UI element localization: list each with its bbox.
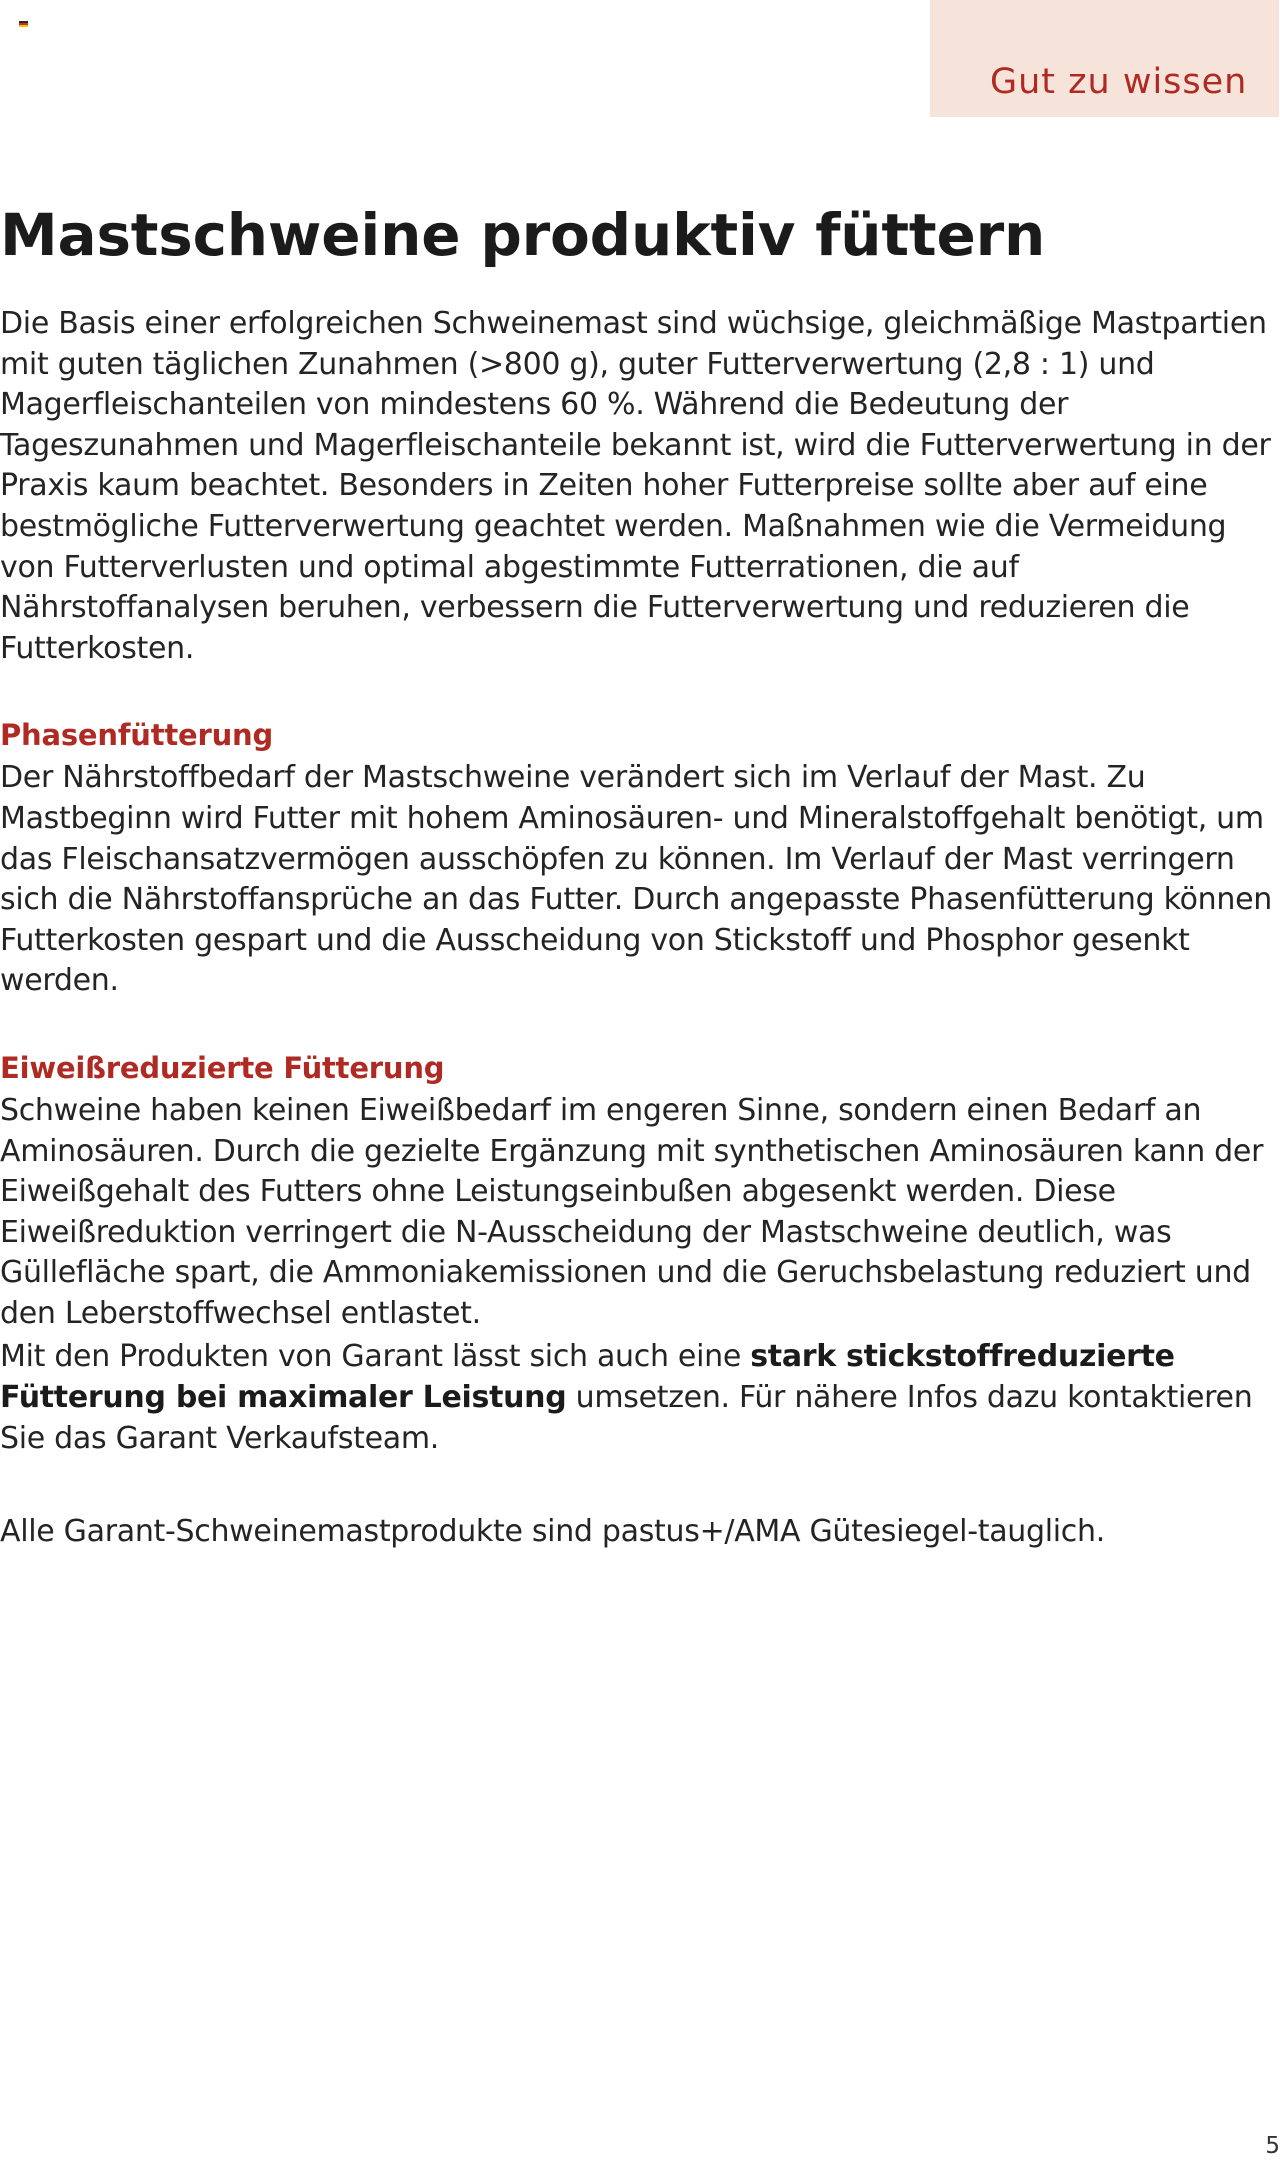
section-heading-phasenfuetterung: Phasenfütterung [0, 718, 274, 753]
article [0, 195, 1278, 1553]
closing-paragraph: Alle Garant-Schweinemastprodukte sind pastus+/AMA Gütesiegel-tauglich. [0, 1514, 1105, 1550]
section-text-eiweissreduziert: Schweine haben keinen Eiweißbedarf im engeren Sinne, sondern einen Bedarf an Aminosäuren. Durch die gezielte Ergänzung mit synthetischen Aminosäuren kann der Eiweißgehalt des Futters ohne Leistungseinbußen abgesenkt werden. Diese Eiweißreduktion verringert die N-Ausscheidung der Mastschweine deutlich, was Güllefläche spart, die Ammoniakemissionen und die Geruchsbelastung reduziert und den Leberstoffwechsel entlastet. [0, 1092, 1264, 1331]
section-tab-label: Gut zu wissen [990, 62, 1248, 102]
page-number: 5 [1265, 2133, 1280, 2159]
flag-stripe-yellow [19, 25, 28, 27]
garant-paragraph [0, 1337, 1278, 1459]
garant-text-after: umsetzen. Für nähere Infos dazu kontaktieren Sie das Garant Verkaufsteam. [0, 1380, 1253, 1456]
garant-text-before: Mit den Produkten von Garant lässt sich auch eine [0, 1339, 751, 1375]
flag-icon [19, 21, 28, 27]
page-title: Mastschweine produktiv füttern [0, 201, 1046, 269]
garant-text-bold: stark stickstoffreduzierte Fütterung bei maximaler Leistung [0, 1339, 1175, 1416]
section-heading-eiweissreduziert: Eiweißreduzierte Fütterung [0, 1050, 445, 1085]
section-text-phasenfuetterung: Der Nährstoffbedarf der Mastschweine verändert sich im Verlauf der Mast. Zu Mastbeginn wird Futter mit hohem Aminosäuren- und Mineralstoffgehalt benötigt, um das Fleischansatzvermögen ausschöpfen zu können. Im Verlauf der Mast verringern sich die Nährstoffansprüche an das Futter. Durch angepasste Phasenfütterung können Futterkosten gespart und die Ausscheidung von Stickstoff und Phosphor gesenkt werden. [0, 760, 1272, 999]
intro-paragraph: Die Basis einer erfolgreichen Schweinemast sind wüchsige, gleichmäßige Mastpartien mit guten täglichen Zunahmen (>800 g), guter Futterverwertung (2,8 : 1) und Magerfleischanteilen von mindestens 60 %. Während die Bedeutung der Tageszunahmen und Magerfleischanteile bekannt ist, wird die Futterverwertung in der Praxis kaum beachtet. Besonders in Zeiten hoher Futterpreise sollte aber auf eine bestmögliche Futterverwertung geachtet werden. Maßnahmen wie die Vermeidung von Futterverlusten und optimal abgestimmte Futterrationen, die auf Nährstoffanalysen beruhen, verbessern die Futterverwertung und reduzieren die Futterkosten. [0, 306, 1271, 666]
